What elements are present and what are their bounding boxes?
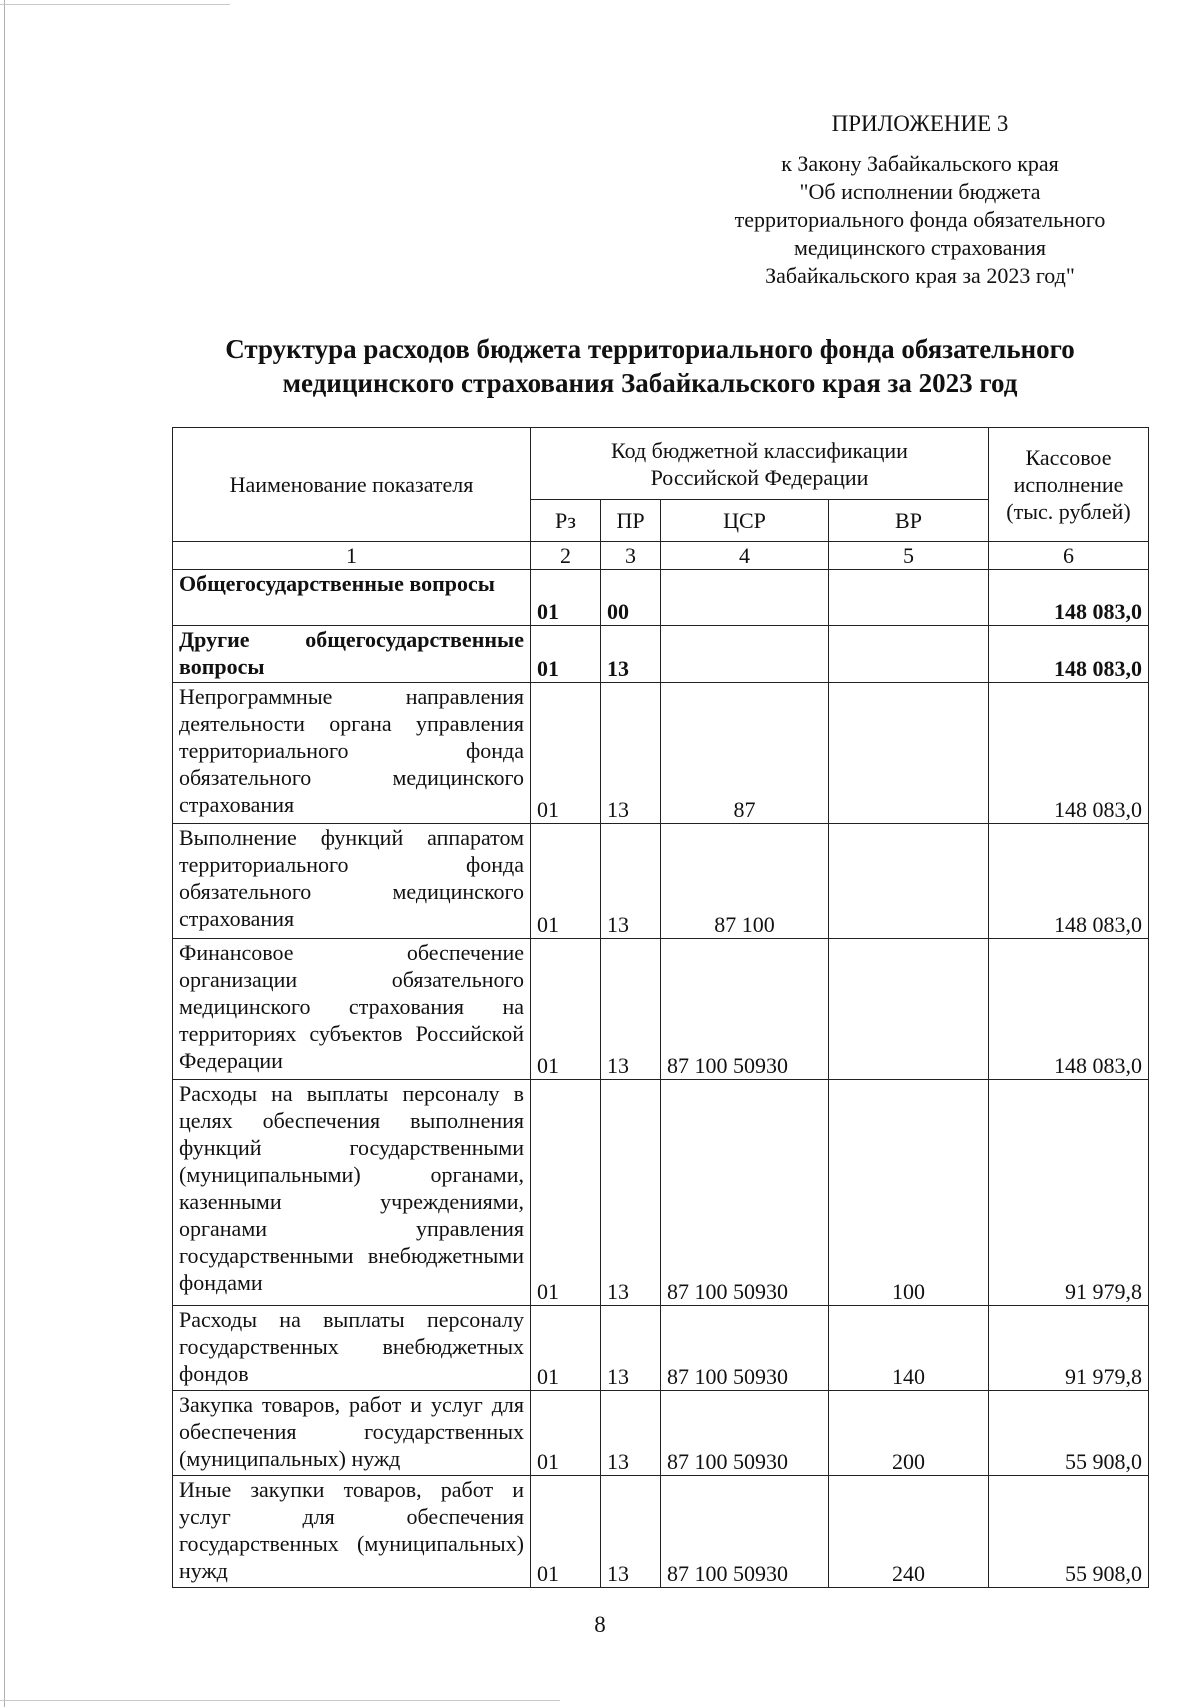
row-rz: 01 [531,1306,601,1391]
column-number: 5 [829,542,989,570]
scan-edge-left [4,0,5,1707]
appendix-line: "Об исполнении бюджета [799,179,1041,204]
row-vr [829,939,989,1080]
row-vr [829,824,989,939]
row-csr: 87 100 50930 [661,1306,829,1391]
appendix-line: медицинского страхования [793,235,1047,260]
table-row [173,1391,1149,1476]
row-vr: 240 [829,1476,989,1588]
header-name: Наименование показателя [173,428,531,542]
row-pr: 13 [601,1391,661,1476]
page-number: 8 [594,1612,606,1637]
row-pr: 13 [601,626,661,683]
row-name: Выполнение функций аппаратом территориального фонда обязательного медицинского страхования [173,824,531,939]
row-rz: 01 [531,570,601,626]
column-number: 6 [989,542,1149,570]
row-amount: 55 908,0 [989,1476,1149,1588]
table-row [173,683,1149,824]
row-rz: 01 [531,939,601,1080]
row-name: Иные закупки товаров, работ и услуг для обеспечения государственных (муниципальных) нужд [173,1476,531,1588]
row-vr: 200 [829,1391,989,1476]
row-pr: 13 [601,824,661,939]
row-name: Другие общегосударственные вопросы [173,626,531,683]
row-pr: 13 [601,939,661,1080]
table-header [173,428,1149,542]
scan-edge-top [0,4,230,5]
appendix-line: территориального фонда обязательного [734,207,1106,232]
column-number: 4 [661,542,829,570]
header-csr: ЦСР [661,500,829,542]
row-csr: 87 100 50930 [661,939,829,1080]
header-vr: ВР [829,500,989,542]
header-code-group: Код бюджетной классификации Российской Федерации [531,428,989,500]
row-amount: 148 083,0 [989,824,1149,939]
row-rz: 01 [531,1391,601,1476]
row-amount: 148 083,0 [989,626,1149,683]
row-amount: 148 083,0 [989,939,1149,1080]
row-csr: 87 100 50930 [661,1391,829,1476]
header-rz: Рз [531,500,601,542]
row-amount: 91 979,8 [989,1080,1149,1306]
row-pr: 13 [601,1476,661,1588]
row-vr [829,683,989,824]
appendix-line: к Закону Забайкальского края [781,151,1059,176]
row-vr: 140 [829,1306,989,1391]
row-rz: 01 [531,683,601,824]
row-name: Расходы на выплаты персоналу в целях обеспечения выполнения функций государственными (муниципальными) органами, казенными учреждениями, органами управления государственными внебюджетными фондами [173,1080,531,1306]
header-pr: ПР [601,500,661,542]
column-number: 3 [601,542,661,570]
row-pr: 13 [601,1306,661,1391]
table-row [173,939,1149,1080]
table-row [173,570,1149,626]
appendix-title: ПРИЛОЖЕНИЕ 3 [831,111,1009,136]
row-name: Закупка товаров, работ и услуг для обеспечения государственных (муниципальных) нужд [173,1391,531,1476]
row-name: Общегосударственные вопросы [173,570,531,626]
table-row [173,1476,1149,1588]
row-name: Непрограммные направления деятельности органа управления территориального фонда обязательного медицинского страхования [173,683,531,824]
row-pr: 13 [601,683,661,824]
row-rz: 01 [531,824,601,939]
table-row [173,626,1149,683]
table-row [173,1080,1149,1306]
scan-edge-bottom [0,1700,560,1701]
row-pr: 13 [601,1080,661,1306]
row-amount: 148 083,0 [989,570,1149,626]
row-pr: 00 [601,570,661,626]
document-title-line-1: Структура расходов бюджета территориального фонда обязательного [225,334,1075,364]
row-csr: 87 100 50930 [661,1080,829,1306]
row-amount: 148 083,0 [989,683,1149,824]
row-rz: 01 [531,1476,601,1588]
row-rz: 01 [531,626,601,683]
row-name: Расходы на выплаты персоналу государственных внебюджетных фондов [173,1306,531,1391]
row-csr: 87 [661,683,829,824]
row-amount: 55 908,0 [989,1391,1149,1476]
appendix-line: Забайкальского края за 2023 год" [765,263,1075,288]
row-amount: 91 979,8 [989,1306,1149,1391]
budget-structure-table [172,427,1149,1588]
row-vr [829,570,989,626]
row-csr: 87 100 50930 [661,1476,829,1588]
table-row [173,1306,1149,1391]
table-body [173,542,1149,1588]
document-title-line-2: медицинского страхования Забайкальского края за 2023 год [282,368,1018,398]
appendix-block [700,110,1140,290]
column-numbers-row [173,542,1149,570]
row-vr: 100 [829,1080,989,1306]
row-csr [661,626,829,683]
row-vr [829,626,989,683]
row-name: Финансовое обеспечение организации обязательного медицинского страхования на территориях субъектов Российской Федерации [173,939,531,1080]
column-number: 2 [531,542,601,570]
row-csr: 87 100 [661,824,829,939]
header-amount: Кассовое исполнение (тыс. рублей) [989,428,1149,542]
table-row [173,824,1149,939]
column-number: 1 [173,542,531,570]
document-title [180,332,1120,400]
row-rz: 01 [531,1080,601,1306]
row-csr [661,570,829,626]
